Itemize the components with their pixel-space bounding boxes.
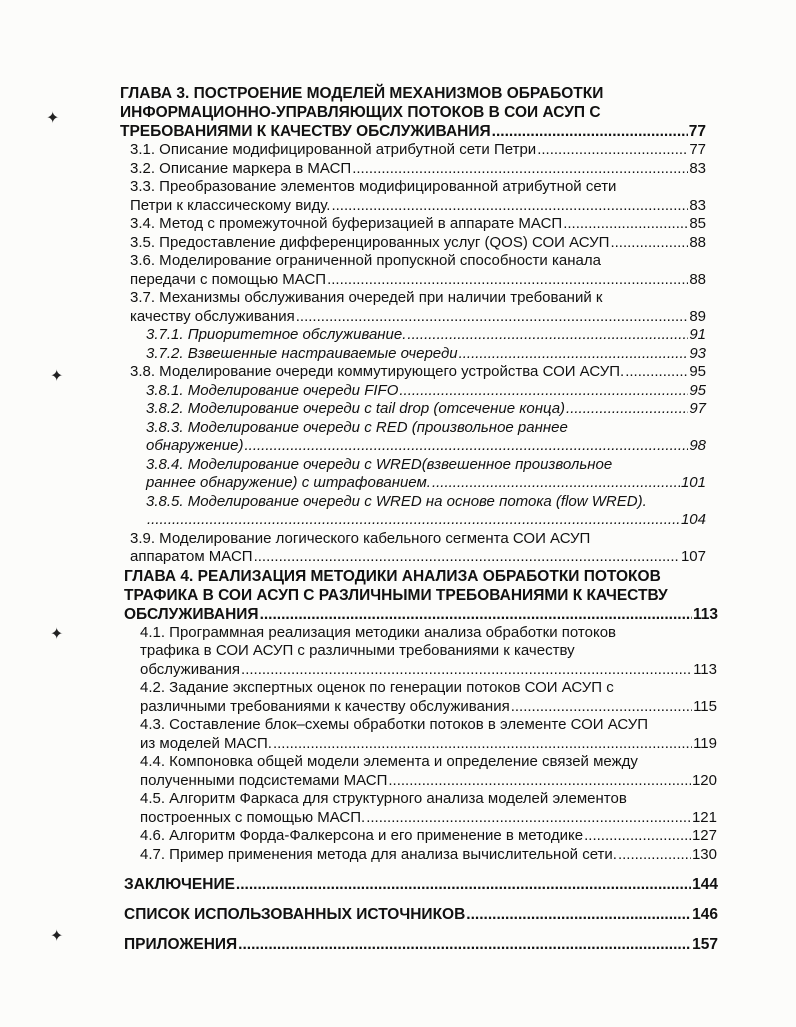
dot-leader	[331, 197, 688, 216]
toc-entry[interactable]	[124, 567, 718, 624]
toc-entry-title: 3.7.2. Взвешенные настраиваемые очереди	[146, 344, 458, 362]
dot-leader	[254, 548, 680, 567]
toc-entry-leader-line	[124, 605, 718, 624]
dot-leader	[273, 735, 692, 754]
margin-mark-icon: ✦	[50, 928, 64, 945]
toc-entry-leader-line	[146, 474, 706, 493]
toc-entry[interactable]	[146, 493, 706, 530]
page-number: 157	[692, 936, 718, 953]
toc-entry-line: 3.7. Механизмы обслуживания очередей при наличии требований к	[130, 289, 603, 306]
toc-entry-leader-line	[130, 197, 706, 216]
toc-entry-line: 3.9. Моделирование логического кабельного сегмента СОИ АСУП	[130, 529, 591, 547]
page-number: 101	[680, 474, 706, 491]
toc-entry-leader-line	[124, 875, 718, 894]
toc-entry[interactable]	[140, 846, 717, 865]
dot-leader	[236, 875, 691, 894]
dot-leader	[563, 215, 688, 234]
toc-entry[interactable]	[130, 215, 706, 234]
toc-entry-title: из моделей МАСП.	[140, 734, 272, 752]
dot-leader	[432, 474, 680, 493]
toc-entry-leader-line	[146, 382, 706, 401]
page-number: 88	[689, 270, 706, 288]
toc-entry[interactable]	[130, 141, 706, 160]
toc-entry-leader-line	[140, 735, 717, 754]
toc-entry-leader-line	[140, 827, 717, 846]
toc-entry[interactable]	[130, 160, 706, 179]
page-number: 83	[689, 196, 706, 214]
toc-entry[interactable]	[146, 326, 706, 345]
dot-leader	[459, 345, 689, 364]
toc-entry-leader-line	[124, 905, 718, 924]
toc-entry-leader-line	[146, 326, 706, 345]
toc-entry-title: 3.4. Метод с промежуточной буферизацией в аппарате МАСП	[130, 215, 563, 232]
toc-entry-title: передачи с помощью МАСП	[130, 270, 327, 288]
page-number: 98	[689, 437, 706, 454]
toc-entry-line: 4.2. Задание экспертных оценок по генерации потоков СОИ АСУП с	[140, 679, 614, 696]
toc-entry[interactable]	[130, 289, 706, 326]
toc-entry-title: различными требованиями к качеству обслуживания	[140, 697, 510, 715]
dot-leader	[352, 160, 688, 179]
toc-entry[interactable]	[146, 382, 706, 401]
toc-entry[interactable]	[124, 875, 718, 894]
toc-entry[interactable]	[140, 753, 717, 790]
margin-mark-icon: ✦	[50, 368, 64, 385]
page-number: 113	[693, 660, 717, 678]
toc-entry-line: 4.4. Компоновка общей модели элемента и определение связей между	[140, 753, 638, 770]
toc-entry[interactable]	[146, 456, 706, 493]
toc-entry[interactable]	[120, 84, 706, 141]
margin-mark-icon: ✦	[46, 110, 60, 127]
toc-entry-line: 4.5. Алгоритм Фаркаса для структурного анализа моделей элементов	[140, 790, 627, 807]
dot-leader	[399, 382, 688, 401]
toc-entry-leader-line	[140, 772, 717, 791]
page-number: 93	[689, 344, 706, 362]
toc-entry-leader-line	[146, 511, 706, 530]
table-of-contents	[0, 84, 796, 954]
page-number: 130	[691, 845, 717, 863]
toc-entry-line: 3.3. Преобразование элементов модифицированной атрибутной сети	[130, 178, 617, 195]
toc-entry-title: ЗАКЛЮЧЕНИЕ	[124, 876, 235, 893]
page-number: 144	[692, 876, 718, 893]
page-number: 146	[692, 906, 718, 923]
toc-entry-title: обнаружение)	[146, 437, 244, 454]
toc-entry-line: ГЛАВА 4. РЕАЛИЗАЦИЯ МЕТОДИКИ АНАЛИЗА ОБРАБОТКИ ПОТОКОВ	[124, 567, 661, 585]
dot-leader	[296, 308, 689, 327]
page-number: 104	[680, 511, 706, 528]
toc-entry[interactable]	[140, 624, 717, 680]
toc-entry-title: полученными подсистемами МАСП	[140, 771, 388, 789]
toc-entry[interactable]	[146, 419, 706, 456]
toc-entry[interactable]	[140, 790, 717, 827]
toc-entry-leader-line	[130, 363, 706, 382]
page-number: 115	[693, 697, 717, 715]
toc-entry-title: 4.7. Пример применения метода для анализа вычислительной сети.	[140, 845, 617, 863]
toc-entry-leader-line	[130, 308, 706, 327]
toc-entry-title: 3.8.1. Моделирование очереди FIFO	[146, 381, 399, 399]
toc-entry-title: 3.8. Моделирование очереди коммутирующего устройства СОИ АСУП.	[130, 363, 625, 380]
dot-leader	[584, 827, 691, 846]
page-number: 121	[691, 808, 717, 826]
dot-leader	[327, 271, 688, 290]
toc-entry[interactable]	[130, 234, 706, 253]
toc-entry-title: обслуживания	[140, 660, 241, 678]
page-number: 77	[689, 141, 706, 158]
page-number: 97	[689, 400, 706, 417]
toc-entry[interactable]	[140, 827, 717, 846]
toc-entry-title: ПРИЛОЖЕНИЯ	[124, 936, 238, 953]
page-number: 77	[688, 123, 706, 140]
page-number: 127	[691, 827, 717, 844]
page-number: 89	[689, 307, 706, 325]
toc-entry-title: 3.5. Предоставление дифференцированных услуг (QOS) СОИ АСУП	[130, 233, 610, 251]
toc-entry-line: трафика в СОИ АСУП с различными требованиями к качеству	[140, 642, 575, 659]
toc-entry-title: 3.7.1. Приоритетное обслуживание.	[146, 326, 407, 343]
page-number: 113	[692, 605, 718, 623]
toc-entry-title: Петри к классическому виду.	[130, 196, 331, 214]
toc-entry-leader-line	[140, 698, 717, 717]
page-number: 119	[693, 734, 717, 752]
toc-entry-leader-line	[130, 160, 706, 179]
dot-leader	[238, 935, 691, 954]
toc-entry-title: 3.8.2. Моделирование очереди с tail drop (отсечение конца)	[146, 400, 566, 417]
toc-entry-leader-line	[146, 345, 706, 364]
toc-entry-leader-line	[146, 400, 706, 419]
dot-leader	[566, 400, 688, 419]
toc-entry-leader-line	[130, 215, 706, 234]
toc-entry-leader-line	[140, 846, 717, 865]
toc-entry-line: 3.6. Моделирование ограниченной пропускной способности канала	[130, 252, 601, 269]
toc-entry-leader-line	[130, 548, 706, 567]
toc-entry[interactable]	[140, 716, 717, 753]
dot-leader	[366, 809, 691, 828]
toc-entry-title: раннее обнаружение) с штрафованием.	[146, 474, 431, 491]
toc-entry-leader-line	[140, 661, 717, 680]
toc-entry[interactable]	[124, 905, 718, 924]
toc-entry-title: качеству обслуживания	[130, 307, 295, 325]
dot-leader	[147, 511, 680, 530]
page-number: 95	[689, 381, 706, 399]
toc-entry[interactable]	[140, 679, 717, 716]
toc-entry-line: ТРАФИКА В СОИ АСУП С РАЗЛИЧНЫМИ ТРЕБОВАНИЯМИ К КАЧЕСТВУ	[124, 586, 668, 604]
toc-entry[interactable]	[146, 400, 706, 419]
page-number: 120	[691, 771, 717, 789]
page-number: 107	[680, 548, 706, 565]
toc-entry-leader-line	[130, 271, 706, 290]
dot-leader	[537, 141, 688, 160]
dot-leader	[625, 363, 688, 382]
toc-entry-title: 4.6. Алгоритм Форда-Фалкерсона и его применение в методике	[140, 827, 584, 844]
page-number: 88	[689, 233, 706, 251]
toc-entry-line: 3.8.5. Моделирование очереди с WRED на основе потока (flow WRED).	[146, 492, 647, 510]
toc-entry-leader-line	[146, 437, 706, 456]
toc-entry-title: ОБСЛУЖИВАНИЯ	[124, 605, 259, 623]
dot-leader	[241, 661, 692, 680]
page-number: 91	[689, 326, 706, 343]
toc-entry-title: СПИСОК ИСПОЛЬЗОВАННЫХ ИСТОЧНИКОВ	[124, 906, 466, 923]
page-number: 83	[689, 159, 706, 177]
dot-leader	[610, 234, 688, 253]
dot-leader	[407, 326, 688, 345]
toc-entry-leader-line	[130, 234, 706, 253]
dot-leader	[466, 905, 691, 924]
toc-entry-leader-line	[140, 809, 717, 828]
toc-entry-leader-line	[130, 141, 706, 160]
toc-entry[interactable]	[130, 252, 706, 289]
toc-entry-leader-line	[120, 122, 706, 141]
toc-entry-line: 4.3. Составление блок–схемы обработки потоков в элементе СОИ АСУП	[140, 716, 649, 733]
toc-entry-line: ИНФОРМАЦИОННО-УПРАВЛЯЮЩИХ ПОТОКОВ В СОИ АСУП С	[120, 104, 601, 121]
page-number: 95	[689, 363, 706, 380]
toc-entry-leader-line	[124, 935, 718, 954]
toc-entry-title: ТРЕБОВАНИЯМИ К КАЧЕСТВУ ОБСЛУЖИВАНИЯ	[120, 123, 491, 140]
toc-entry-title: построенных с помощью МАСП.	[140, 808, 366, 826]
toc-entry-line: 4.1. Программная реализация методики анализа обработки потоков	[140, 623, 617, 641]
dot-leader	[618, 846, 691, 865]
toc-entry-line: 3.8.3. Моделирование очереди с RED (произвольное раннее	[146, 418, 568, 436]
toc-entry-title: аппаратом МАСП	[130, 548, 253, 565]
toc-entry[interactable]	[146, 345, 706, 364]
dot-leader	[245, 437, 689, 456]
toc-entry[interactable]	[130, 178, 706, 215]
toc-entry[interactable]	[130, 363, 706, 382]
dot-leader	[260, 605, 692, 624]
dot-leader	[511, 698, 692, 717]
toc-entry[interactable]	[124, 935, 718, 954]
toc-entry-title: 3.1. Описание модифицированной атрибутной сети Петри	[130, 141, 537, 158]
toc-entry[interactable]	[130, 530, 706, 567]
dot-leader	[388, 772, 691, 791]
toc-entry-line: 3.8.4. Моделирование очереди с WRED(взвешенное произвольное	[146, 455, 613, 473]
toc-entry-title: 3.2. Описание маркера в МАСП	[130, 159, 352, 177]
dot-leader	[492, 122, 688, 141]
margin-mark-icon: ✦	[50, 626, 64, 643]
page-number: 85	[689, 215, 706, 232]
toc-entry-line: ГЛАВА 3. ПОСТРОЕНИЕ МОДЕЛЕЙ МЕХАНИЗМОВ ОБРАБОТКИ	[120, 85, 604, 102]
